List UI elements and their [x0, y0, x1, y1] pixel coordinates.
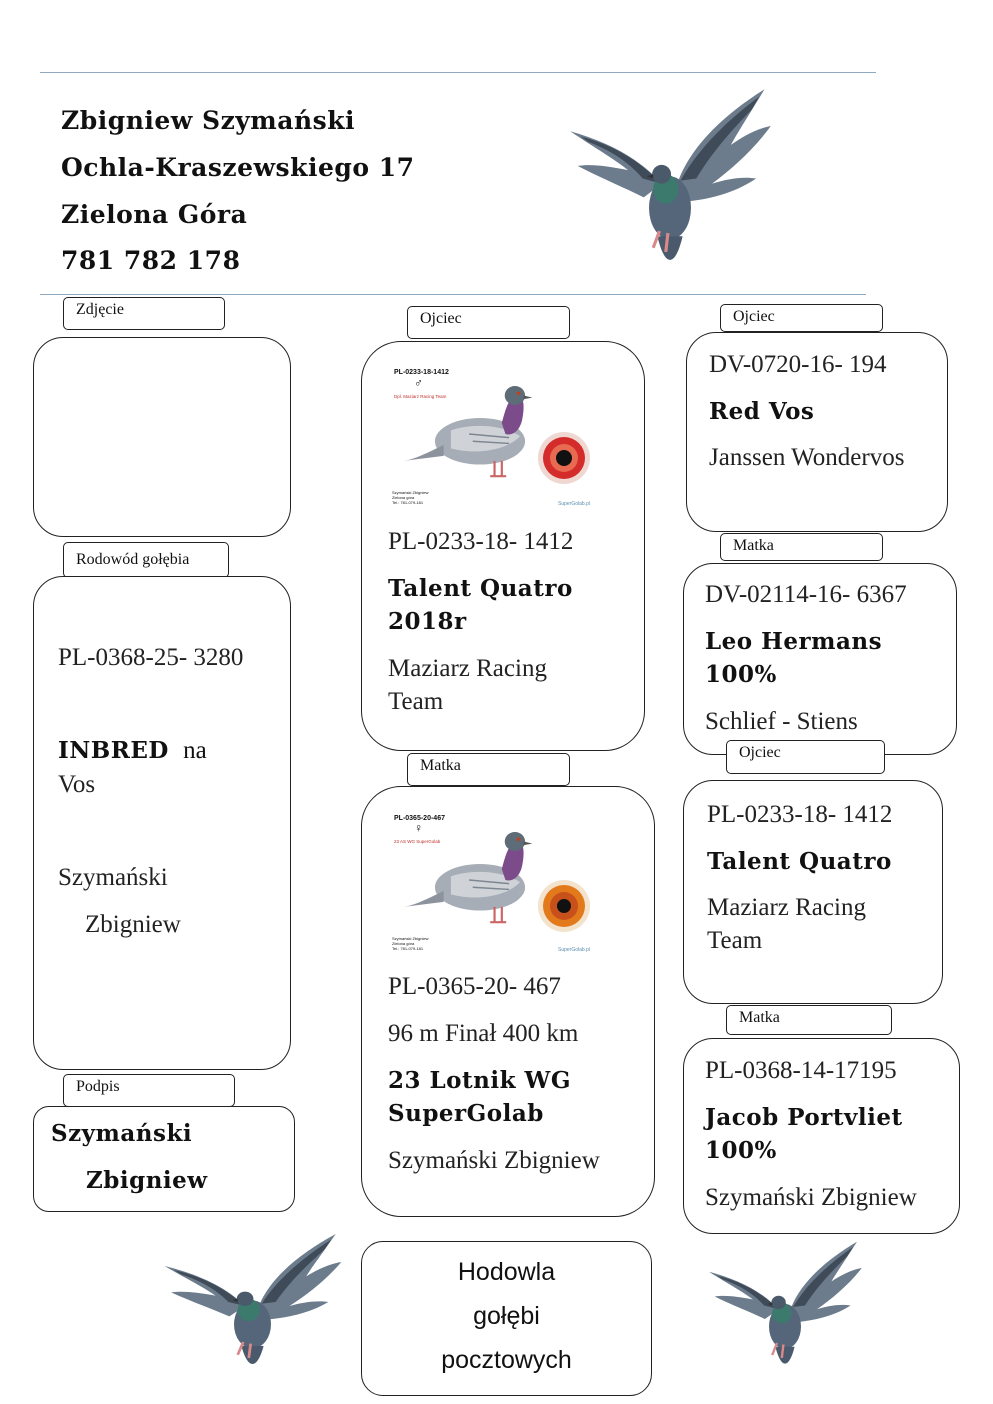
mother-card-ring: PL-0365-20-467 — [394, 815, 445, 822]
father-ring: PL-0233-18- 1412 — [388, 528, 574, 555]
signature-line-2: Zbigniew — [86, 1167, 208, 1194]
bottom-left-pigeon-image — [160, 1230, 345, 1390]
mm-label: Matka — [726, 1005, 892, 1035]
inbred-rest-2: Vos — [58, 771, 96, 798]
bottom-right-pigeon-image — [705, 1238, 865, 1388]
fm-name-1: Leo Hermans — [705, 628, 883, 655]
father-breeder-1: Maziarz Racing — [388, 655, 547, 682]
mf-ring: PL-0233-18- 1412 — [707, 801, 893, 828]
footer-line-2: gołębi — [473, 1302, 540, 1330]
fm-name-2: 100% — [705, 661, 777, 688]
footer-text — [361, 1250, 652, 1382]
father-card-logo: SuperGolab.pl — [558, 501, 590, 507]
header-pigeon-image — [540, 84, 800, 294]
mother-breeder: Szymański Zbigniew — [388, 1147, 600, 1174]
photo-box — [33, 337, 291, 537]
mm-ring: PL-0368-14-17195 — [705, 1057, 897, 1084]
mf-name: Talent Quatro — [707, 848, 892, 875]
owner-line-2: Zbigniew — [85, 911, 181, 938]
mother-label: Matka — [407, 753, 570, 786]
breeder-city: Zielona Góra — [61, 200, 248, 229]
mother-photo-card — [386, 806, 598, 958]
breeder-phone: 781 782 178 — [61, 246, 241, 275]
owner-line-1: Szymański — [58, 864, 168, 891]
father-card-ring: PL-0233-18-1412 — [394, 369, 449, 376]
fm-breeder: Schlief - Stiens — [705, 708, 858, 735]
ff-breeder: Janssen Wondervos — [709, 444, 905, 471]
inbred-bold: INBRED — [58, 737, 169, 764]
footer-line-3: pocztowych — [441, 1346, 572, 1374]
ff-label: Ojciec — [720, 304, 883, 332]
father-card-footer — [392, 490, 428, 505]
signature-line-1: Szymański — [51, 1120, 193, 1147]
mm-name-2: 100% — [705, 1137, 777, 1164]
father-breeder-2: Team — [388, 688, 444, 715]
ff-ring: DV-0720-16- 194 — [709, 351, 887, 378]
father-eye-image — [536, 430, 592, 486]
mf-breeder-2: Team — [707, 927, 763, 954]
male-icon: ♂ — [414, 376, 423, 390]
inbred-rest-1: na — [183, 737, 207, 764]
breeder-name: Zbigniew Szymański — [61, 106, 356, 135]
top-rule — [40, 72, 876, 73]
female-icon: ♀ — [414, 821, 423, 835]
mother-result: 96 m Finał 400 km — [388, 1020, 579, 1047]
footer-line-1: Hodowla — [457, 1258, 556, 1286]
mother-name-1: 23 Lotnik WG — [388, 1067, 572, 1094]
mother-card-footer-3: Tel.: 781-079-181 — [392, 946, 424, 951]
mother-card-logo: SuperGolab.pl — [558, 947, 590, 953]
mother-ring: PL-0365-20- 467 — [388, 973, 561, 1000]
inbred-line-1 — [58, 734, 207, 767]
header-rule — [40, 294, 866, 295]
breeder-address: Ochla-Kraszewskiego 17 — [61, 153, 415, 182]
mf-breeder-1: Maziarz Racing — [707, 894, 866, 921]
mother-card-footer-1: Szymański Zbigniew — [392, 936, 429, 941]
pedigree-label: Rodowód gołębia — [63, 542, 229, 578]
mf-label: Ojciec — [726, 740, 885, 774]
fm-ring: DV-02114-16- 6367 — [705, 581, 907, 608]
father-card-footer-2: Zielona góra — [392, 495, 415, 500]
father-name-2: 2018r — [388, 608, 467, 635]
photo-label: Zdjęcie — [63, 297, 225, 330]
mother-card-footer-2: Zielona góra — [392, 941, 415, 946]
father-card-footer-3: Tel.: 781-079-181 — [392, 500, 424, 505]
mother-card-note: 23 AS WG SuperGolab — [394, 839, 441, 844]
father-photo-card — [386, 360, 598, 512]
father-card-note: Dpl. Maziarz Racing Team — [394, 394, 447, 399]
mother-eye-image — [536, 878, 592, 934]
mm-name-1: Jacob Portvliet — [705, 1104, 903, 1131]
father-card-footer-1: Szymański Zbigniew — [392, 490, 429, 495]
mother-name-2: SuperGolab — [388, 1100, 544, 1127]
signature-label: Podpis — [63, 1074, 235, 1107]
pigeon-ring-number: PL-0368-25- 3280 — [58, 644, 244, 671]
ff-name: Red Vos — [709, 398, 815, 425]
fm-label: Matka — [720, 533, 883, 561]
mm-breeder: Szymański Zbigniew — [705, 1184, 917, 1211]
father-label: Ojciec — [407, 306, 570, 339]
mother-card-footer — [392, 936, 428, 951]
father-name-1: Talent Quatro — [388, 575, 573, 602]
